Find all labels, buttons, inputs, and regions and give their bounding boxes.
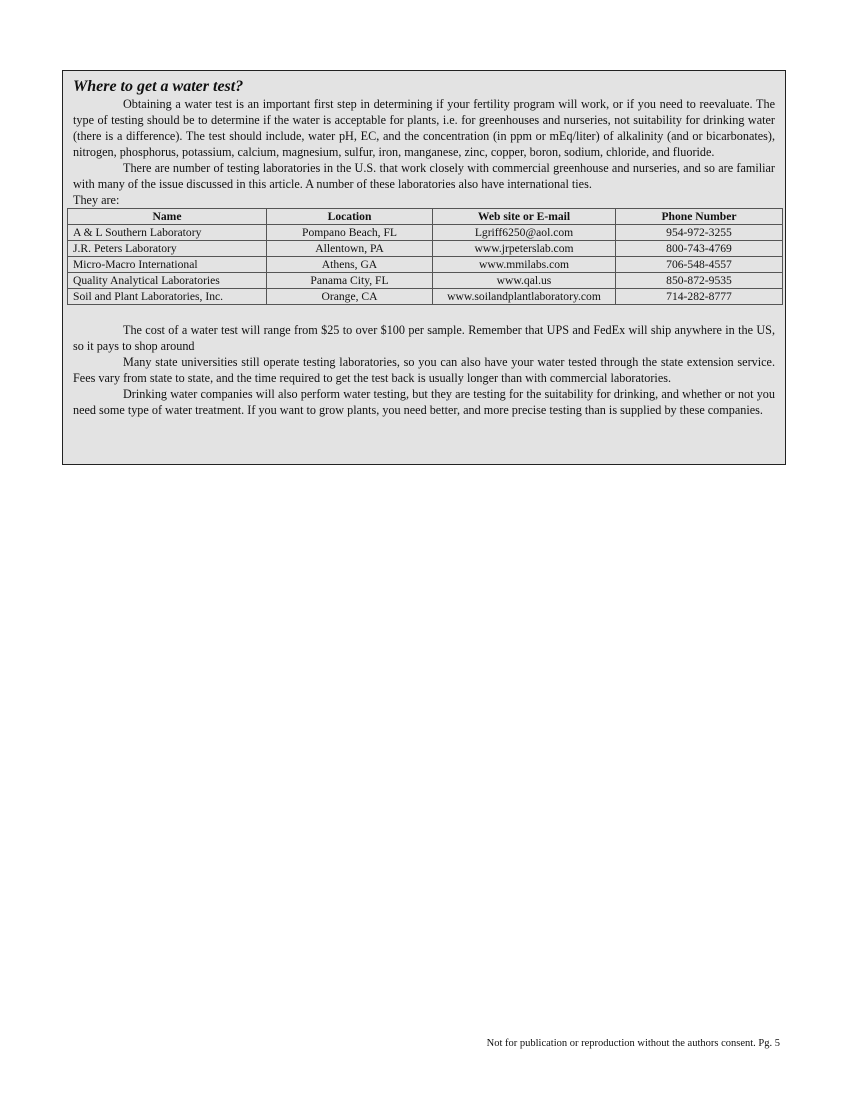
lab-name-cell: A & L Southern Laboratory <box>68 225 267 241</box>
lab-location-cell: Orange, CA <box>267 289 433 305</box>
lab-name-cell: Quality Analytical Laboratories <box>68 273 267 289</box>
lab-name-cell: J.R. Peters Laboratory <box>68 241 267 257</box>
paragraph-drinking-water: Drinking water companies will also perform water testing, but they are testing for the suitability for drinking, and whether or not you need some type of water treatment. If you want to grow plants, you need better, and more precise testing than is supplied by these companies. <box>73 387 775 417</box>
lab-location-cell: Allentown, PA <box>267 241 433 257</box>
column-header-name: Name <box>68 209 267 225</box>
box-title: Where to get a water test? <box>73 78 244 95</box>
lab-location-cell: Athens, GA <box>267 257 433 273</box>
lab-location-cell: Panama City, FL <box>267 273 433 289</box>
lab-phone-cell: 714-282-8777 <box>616 289 783 305</box>
paragraph-universities: Many state universities still operate testing laboratories, so you can also have your water tested through the state extension service. Fees vary from state to state, and the time required to get the test back is usually longer than with commercial laboratories. <box>73 355 775 385</box>
column-header-phone: Phone Number <box>616 209 783 225</box>
lab-contact-cell: Lgriff6250@aol.com <box>433 225 616 241</box>
table-row <box>68 273 783 289</box>
laboratory-table <box>67 208 783 305</box>
lab-contact-cell: www.soilandplantlaboratory.com <box>433 289 616 305</box>
lab-contact-cell: www.jrpeterslab.com <box>433 241 616 257</box>
paragraph-laboratories: There are number of testing laboratories in the U.S. that work closely with commercial greenhouse and nurseries, and so are familiar with many of the issue discussed in this article. A number of these laboratories also have international ties. <box>73 161 775 191</box>
column-header-location: Location <box>267 209 433 225</box>
lab-contact-cell: www.mmilabs.com <box>433 257 616 273</box>
lab-name-cell: Soil and Plant Laboratories, Inc. <box>68 289 267 305</box>
table-row <box>68 289 783 305</box>
lab-location-cell: Pompano Beach, FL <box>267 225 433 241</box>
table-header-row <box>68 209 783 225</box>
column-header-website: Web site or E-mail <box>433 209 616 225</box>
table-spacer <box>73 305 775 322</box>
lab-contact-cell: www.qal.us <box>433 273 616 289</box>
paragraph-intro: Obtaining a water test is an important first step in determining if your fertility program will work, or if you need to reevaluate. The type of testing should be to determine if the water is acceptable for plants, i.e. for greenhouses and nurseries, not suitability for drinking water (there is a difference). The test should include, water pH, EC, and the concentration (in ppm or mEq/liter) of alkalinity (and or bicarbonates), nitrogen, phosphorus, potassium, calcium, magnesium, sulfur, iron, manganese, zinc, copper, boron, sodium, chloride, and fluoride. <box>73 97 775 159</box>
paragraph-cost: The cost of a water test will range from $25 to over $100 per sample. Remember that UPS and FedEx will ship anywhere in the US, so it pays to shop around <box>73 323 775 353</box>
lab-phone-cell: 800-743-4769 <box>616 241 783 257</box>
lab-phone-cell: 850-872-9535 <box>616 273 783 289</box>
water-test-sidebar-box <box>62 70 786 465</box>
lab-phone-cell: 954-972-3255 <box>616 225 783 241</box>
lab-name-cell: Micro-Macro International <box>68 257 267 273</box>
table-row <box>68 225 783 241</box>
lab-phone-cell: 706-548-4557 <box>616 257 783 273</box>
table-row <box>68 257 783 273</box>
table-row <box>68 241 783 257</box>
they-are-label: They are: <box>73 193 120 207</box>
page-footer: Not for publication or reproduction without the authors consent. Pg. 5 <box>486 1038 780 1049</box>
